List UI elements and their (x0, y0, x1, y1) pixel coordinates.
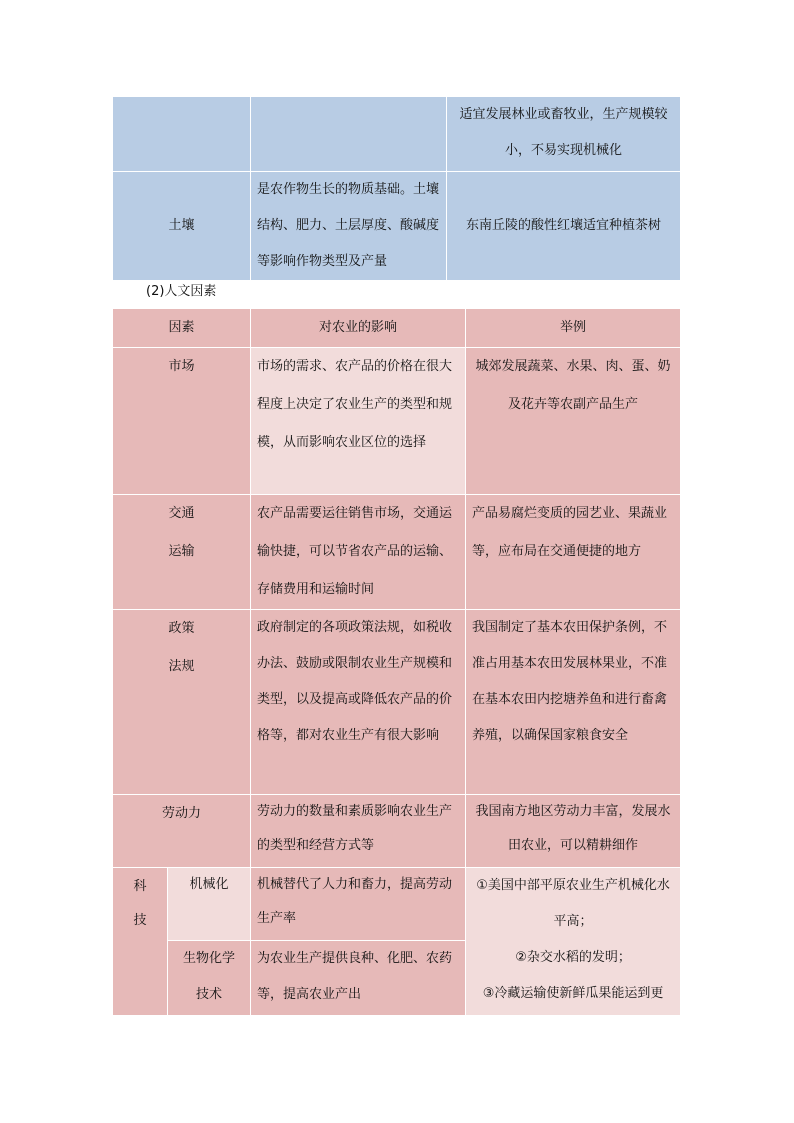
example-cell: 城郊发展蔬菜、水果、肉、蛋、奶及花卉等农副产品生产 (466, 348, 681, 495)
example-cell (466, 868, 681, 1016)
factor-line: 技 (133, 913, 147, 928)
example-cell: 适宜发展林业或畜牧业，生产规模较小，不易实现机械化 (447, 97, 681, 172)
factor-line: 法规 (168, 659, 195, 674)
table-row-transport (113, 495, 681, 610)
human-factors-table (112, 308, 681, 1016)
influence-cell: 市场的需求、农产品的价格在很大程度上决定了农业生产的类型和规模，从而影响农业区位的选择 (251, 348, 466, 495)
example-line: ②杂交水稻的发明； (515, 950, 631, 965)
factor-cell (113, 495, 251, 610)
section-title: (2)人文因素 (146, 284, 217, 299)
factor-line: 交通 (168, 506, 195, 521)
table-row-labor (113, 795, 681, 868)
header-factor: 因素 (113, 309, 251, 348)
sub-factor-cell (168, 941, 251, 1016)
table-row-policy (113, 610, 681, 795)
factor-cell: 市场 (113, 348, 251, 495)
example-cell: 产品易腐烂变质的园艺业、果蔬业等，应布局在交通便捷的地方 (466, 495, 681, 610)
influence-cell: 为农业生产提供良种、化肥、农药等，提高农业产出 (251, 941, 466, 1016)
table-row-tech-mechanization (113, 868, 681, 941)
natural-factors-table (112, 96, 681, 281)
table-row-market (113, 348, 681, 495)
factor-cell-soil: 土壤 (113, 172, 251, 281)
example-cell: 我国制定了基本农田保护条例，不准占用基本农田发展林果业，不准在基本农田内挖塘养鱼和进行畜禽养殖，以确保国家粮食安全 (466, 610, 681, 795)
table-row (113, 97, 681, 172)
example-cell: 我国南方地区劳动力丰富，发展水田农业，可以精耕细作 (466, 795, 681, 868)
table-row (113, 172, 681, 281)
header-row (113, 309, 681, 348)
example-cell: 东南丘陵的酸性红壤适宜种植茶树 (447, 172, 681, 281)
example-line: ③冷藏运输使新鲜瓜果能运到更 (482, 986, 664, 1001)
influence-cell: 机械替代了人力和畜力，提高劳动生产率 (251, 868, 466, 941)
influence-cell (251, 97, 447, 172)
sub-factor-line: 技术 (196, 987, 223, 1002)
factor-cell (113, 97, 251, 172)
sub-factor-cell: 机械化 (168, 868, 251, 941)
influence-cell: 劳动力的数量和素质影响农业生产的类型和经营方式等 (251, 795, 466, 868)
sub-factor-line: 生物化学 (183, 951, 236, 966)
header-example: 举例 (466, 309, 681, 348)
factor-line: 科 (133, 879, 147, 894)
influence-cell: 农产品需要运往销售市场，交通运输快捷，可以节省农产品的运输、存储费用和运输时间 (251, 495, 466, 610)
factor-line: 政策 (168, 621, 195, 636)
factor-cell-tech (113, 868, 168, 1016)
header-influence: 对农业的影响 (251, 309, 466, 348)
factor-cell: 劳动力 (113, 795, 251, 868)
example-line: ①美国中部平原农业生产机械化水平高； (476, 878, 670, 929)
influence-cell: 是农作物生长的物质基础。土壤结构、肥力、土层厚度、酸碱度等影响作物类型及产量 (251, 172, 447, 281)
influence-cell: 政府制定的各项政策法规，如税收办法、鼓励或限制农业生产规模和类型，以及提高或降低农产品的价格等，都对农业生产有很大影响 (251, 610, 466, 795)
factor-line: 运输 (168, 544, 195, 559)
factor-cell (113, 610, 251, 795)
